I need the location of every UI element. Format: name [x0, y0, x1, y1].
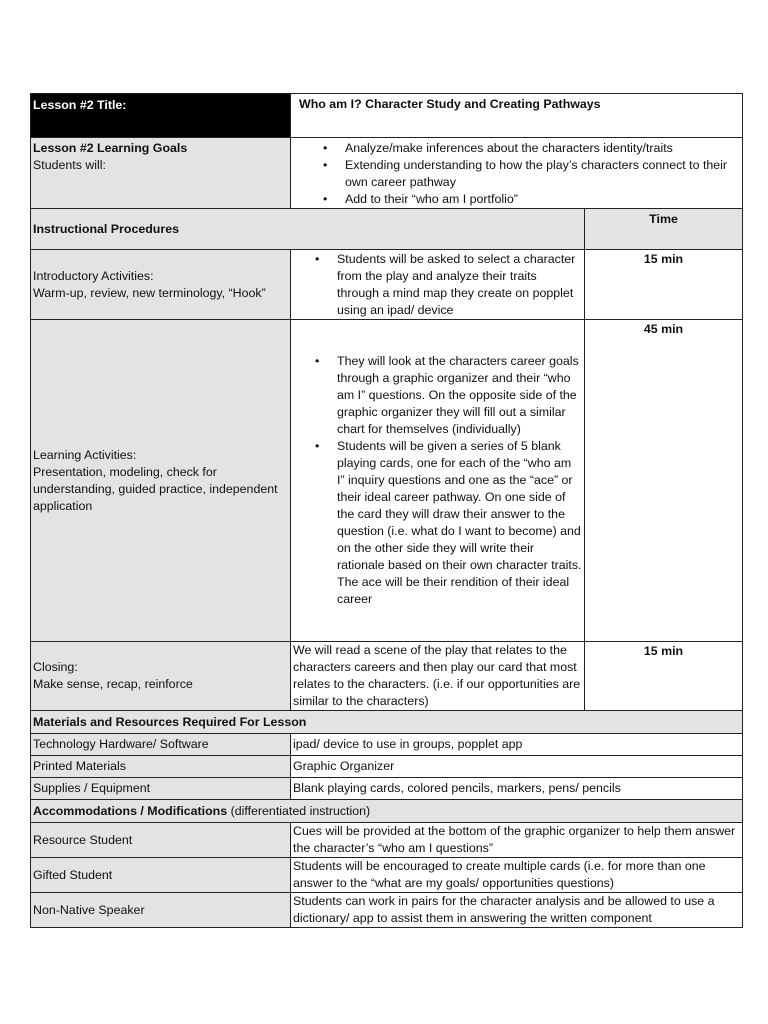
closing-content: We will read a scene of the play that relates to the characters careers and then play our card that most relates to the characters. (i.e. if our opportunities are similar to the characters): [291, 642, 585, 711]
procedures-header: Instructional Procedures: [31, 209, 585, 250]
goals-cell: [291, 138, 743, 209]
learning-item: • They will look at the characters career goals through a graphic organizer and their “who am I” questions. On the opposite side of the graphic organizer they will fill out a similar chart for themselves (individually): [337, 353, 582, 438]
goal-item: • Extending understanding to how the play’s characters connect to their own career pathway: [345, 157, 740, 191]
intro-row: [31, 250, 743, 320]
accommodations-header: Accommodations / Modifications: [33, 803, 228, 818]
materials-label: Printed Materials: [31, 756, 291, 778]
procedures-header-row: [31, 209, 743, 250]
intro-label: Introductory Activities:: [33, 268, 154, 283]
intro-sub: Warm-up, review, new terminology, “Hook”: [33, 285, 266, 300]
intro-list: [293, 251, 582, 319]
goal-item: • Analyze/make inferences about the characters identity/traits: [345, 140, 740, 157]
materials-row: [31, 778, 743, 800]
accommodation-row: [31, 823, 743, 858]
materials-header: Materials and Resources Required For Lesson: [31, 711, 743, 734]
intro-content-cell: [291, 250, 585, 320]
closing-sub: Make sense, recap, reinforce: [33, 677, 193, 691]
learning-item: • Students will be given a series of 5 blank playing cards, one for each of the “who am I” inquiry questions and one as the “ace” or their ideal career pathway. On one side of the card they will draw their answer to the question (i.e. what do I want to become) and on the other side they will write their rationale based on their own character traits. The ace will be their rendition of their ideal career: [337, 438, 582, 608]
closing-row: [31, 642, 743, 711]
materials-row: [31, 734, 743, 756]
accommodation-label: Non-Native Speaker: [31, 893, 291, 928]
materials-label: Supplies / Equipment: [31, 778, 291, 800]
goals-sub: Students will:: [33, 158, 107, 172]
lesson-title-value: Who am I? Character Study and Creating Pathways: [291, 94, 743, 138]
goals-list: [293, 140, 740, 208]
closing-label: Closing:: [33, 660, 78, 674]
goals-label: Lesson #2 Learning Goals: [33, 141, 188, 155]
materials-row: [31, 756, 743, 778]
closing-time: 15 min: [585, 642, 743, 711]
materials-value: ipad/ device to use in groups, popplet app: [291, 734, 743, 756]
closing-label-cell: [31, 642, 291, 711]
accommodation-row: [31, 893, 743, 928]
materials-value: Graphic Organizer: [291, 756, 743, 778]
intro-time: 15 min: [585, 250, 743, 320]
learning-row: [31, 320, 743, 642]
materials-label: Technology Hardware/ Software: [31, 734, 291, 756]
title-row: [31, 94, 743, 138]
learning-time: 45 min: [585, 320, 743, 642]
lesson-plan-table: [30, 93, 743, 928]
accommodations-header-note: (differentiated instruction): [227, 803, 371, 818]
accommodation-label: Resource Student: [31, 823, 291, 858]
accommodation-label: Gifted Student: [31, 858, 291, 893]
accommodations-header-row: [31, 800, 743, 823]
learning-label: Learning Activities:: [33, 447, 137, 462]
learning-content-cell: [291, 320, 585, 642]
accommodation-value: Students will be encouraged to create multiple cards (i.e. for more than one answer to the “what are my goals/ opportunities questions): [291, 858, 743, 893]
accommodation-value: Cues will be provided at the bottom of the graphic organizer to help them answer the character’s “who am I questions”: [291, 823, 743, 858]
accommodation-value: Students can work in pairs for the character analysis and be allowed to use a dictionary/ app to assist them in answering the written component: [291, 893, 743, 928]
intro-label-cell: [31, 250, 291, 320]
intro-item: • Students will be asked to select a character from the play and analyze their traits through a mind map they create on popplet using an ipad/ device: [337, 251, 582, 319]
materials-header-row: [31, 711, 743, 734]
lesson-title-label: Lesson #2 Title:: [31, 94, 291, 138]
goals-row: [31, 138, 743, 209]
accommodation-row: [31, 858, 743, 893]
learning-list: [293, 353, 582, 608]
learning-label-cell: [31, 320, 291, 642]
goals-label-cell: [31, 138, 291, 209]
accommodations-header-cell: [31, 800, 743, 823]
learning-sub: Presentation, modeling, check for understanding, guided practice, independent application: [33, 464, 278, 513]
time-header: Time: [585, 209, 743, 250]
materials-value: Blank playing cards, colored pencils, markers, pens/ pencils: [291, 778, 743, 800]
goal-item: • Add to their “who am I portfolio”: [345, 191, 740, 208]
